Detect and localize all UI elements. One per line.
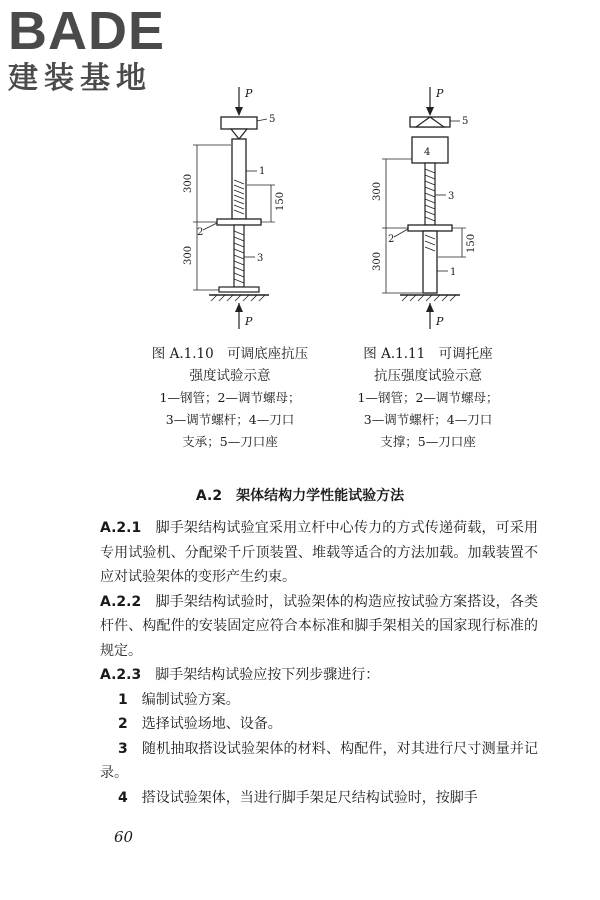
- part-label-3: 3: [257, 253, 264, 264]
- clause-text: 脚手架结构试验时，试验架体的构造应按试验方案搭设，各类杆件、构配件的安装固定应符合本标准和脚手架相关的国家现行标准的规定。: [100, 593, 539, 659]
- caption-legend-1: 1—钢管；2—调节螺母；: [357, 390, 499, 405]
- clause: [100, 663, 538, 688]
- step-text: 选择试验场地、设备。: [141, 716, 282, 732]
- caption-title: 图 A.1.10 可调底座抗压: [151, 346, 309, 362]
- step-item: [100, 712, 538, 737]
- caption-legend-3: 支撑；5—刀口座: [380, 434, 476, 449]
- clause: [100, 516, 538, 590]
- caption-title: 图 A.1.11 可调托座: [363, 346, 493, 362]
- caption-line2: 强度试验示意: [189, 368, 271, 384]
- part-label-2: 2: [197, 227, 204, 238]
- part-label-1: 1: [450, 267, 457, 278]
- part-label-5: 5: [462, 116, 469, 127]
- step-number: 2: [118, 716, 128, 732]
- step-text: 编制试验方案。: [141, 691, 240, 708]
- caption-legend-3: 支承；5—刀口座: [182, 434, 278, 449]
- caption-legend-2: 3—调节螺杆；4—刀口: [363, 412, 493, 427]
- dim-300-bottom: 300: [183, 245, 194, 265]
- load-label-top: P: [436, 87, 444, 100]
- section-title: 架体结构力学性能试验方法: [236, 488, 405, 504]
- logo: [8, 1, 178, 96]
- logo-wordmark: BADE: [8, 1, 166, 61]
- step-number: 1: [118, 691, 128, 708]
- step-text: 随机抽取搭设试验架体的材料、构配件，对其进行尺寸测量并记录。: [100, 740, 539, 781]
- clause-number: A.2.1: [100, 520, 142, 536]
- load-label-top: P: [245, 87, 253, 100]
- part-label-2: 2: [388, 234, 395, 245]
- clause-text: 脚手架结构试验应按下列步骤进行：: [155, 667, 380, 683]
- part-label-5: 5: [269, 114, 276, 125]
- caption-legend-1: 1—钢管；2—调节螺母；: [159, 390, 301, 405]
- clause-text: 脚手架结构试验宜采用立杆中心传力的方式传递荷载，可采用专用试验机、分配梁千斤顶装置、堆载等适合的方法加载。加载装置不应对试验架体的变形产生约束。: [100, 520, 539, 585]
- part-label-3: 3: [448, 191, 455, 202]
- figure-right-caption: [338, 343, 518, 453]
- body-text: [100, 516, 538, 810]
- clause-number: A.2.3: [100, 667, 142, 683]
- part-label-1: 1: [259, 166, 266, 177]
- page-number: 60: [114, 828, 134, 846]
- step-item: [100, 786, 538, 811]
- caption-legend-2: 3—调节螺杆；4—刀口: [165, 412, 295, 427]
- figure-right: [360, 85, 490, 339]
- load-label-bottom: P: [245, 315, 253, 328]
- dim-300-top: 300: [183, 173, 194, 193]
- step-text: 搭设试验架体，当进行脚手架足尺结构试验时，按脚手: [141, 789, 478, 806]
- section-heading: [0, 485, 600, 505]
- load-label-bottom: P: [436, 315, 444, 328]
- step-item: [100, 688, 538, 713]
- step-number: 3: [118, 740, 128, 757]
- dim-150: 150: [275, 191, 286, 211]
- part-label-4: 4: [424, 147, 431, 158]
- dim-300-bottom: 300: [372, 251, 383, 271]
- logo-subtitle: 建装基地: [8, 61, 152, 96]
- figure-left-drawing: [175, 85, 305, 335]
- caption-line2: 抗压强度试验示意: [374, 368, 482, 384]
- step-number: 4: [118, 789, 128, 806]
- figure-left: [175, 85, 305, 339]
- figure-right-drawing: [360, 85, 490, 335]
- section-number: A.2: [195, 488, 223, 504]
- dim-150: 150: [466, 233, 477, 253]
- clause: [100, 590, 538, 664]
- clause-number: A.2.2: [100, 593, 142, 610]
- step-item: [100, 737, 538, 786]
- figure-left-caption: [140, 343, 320, 453]
- dim-300-top: 300: [372, 181, 383, 201]
